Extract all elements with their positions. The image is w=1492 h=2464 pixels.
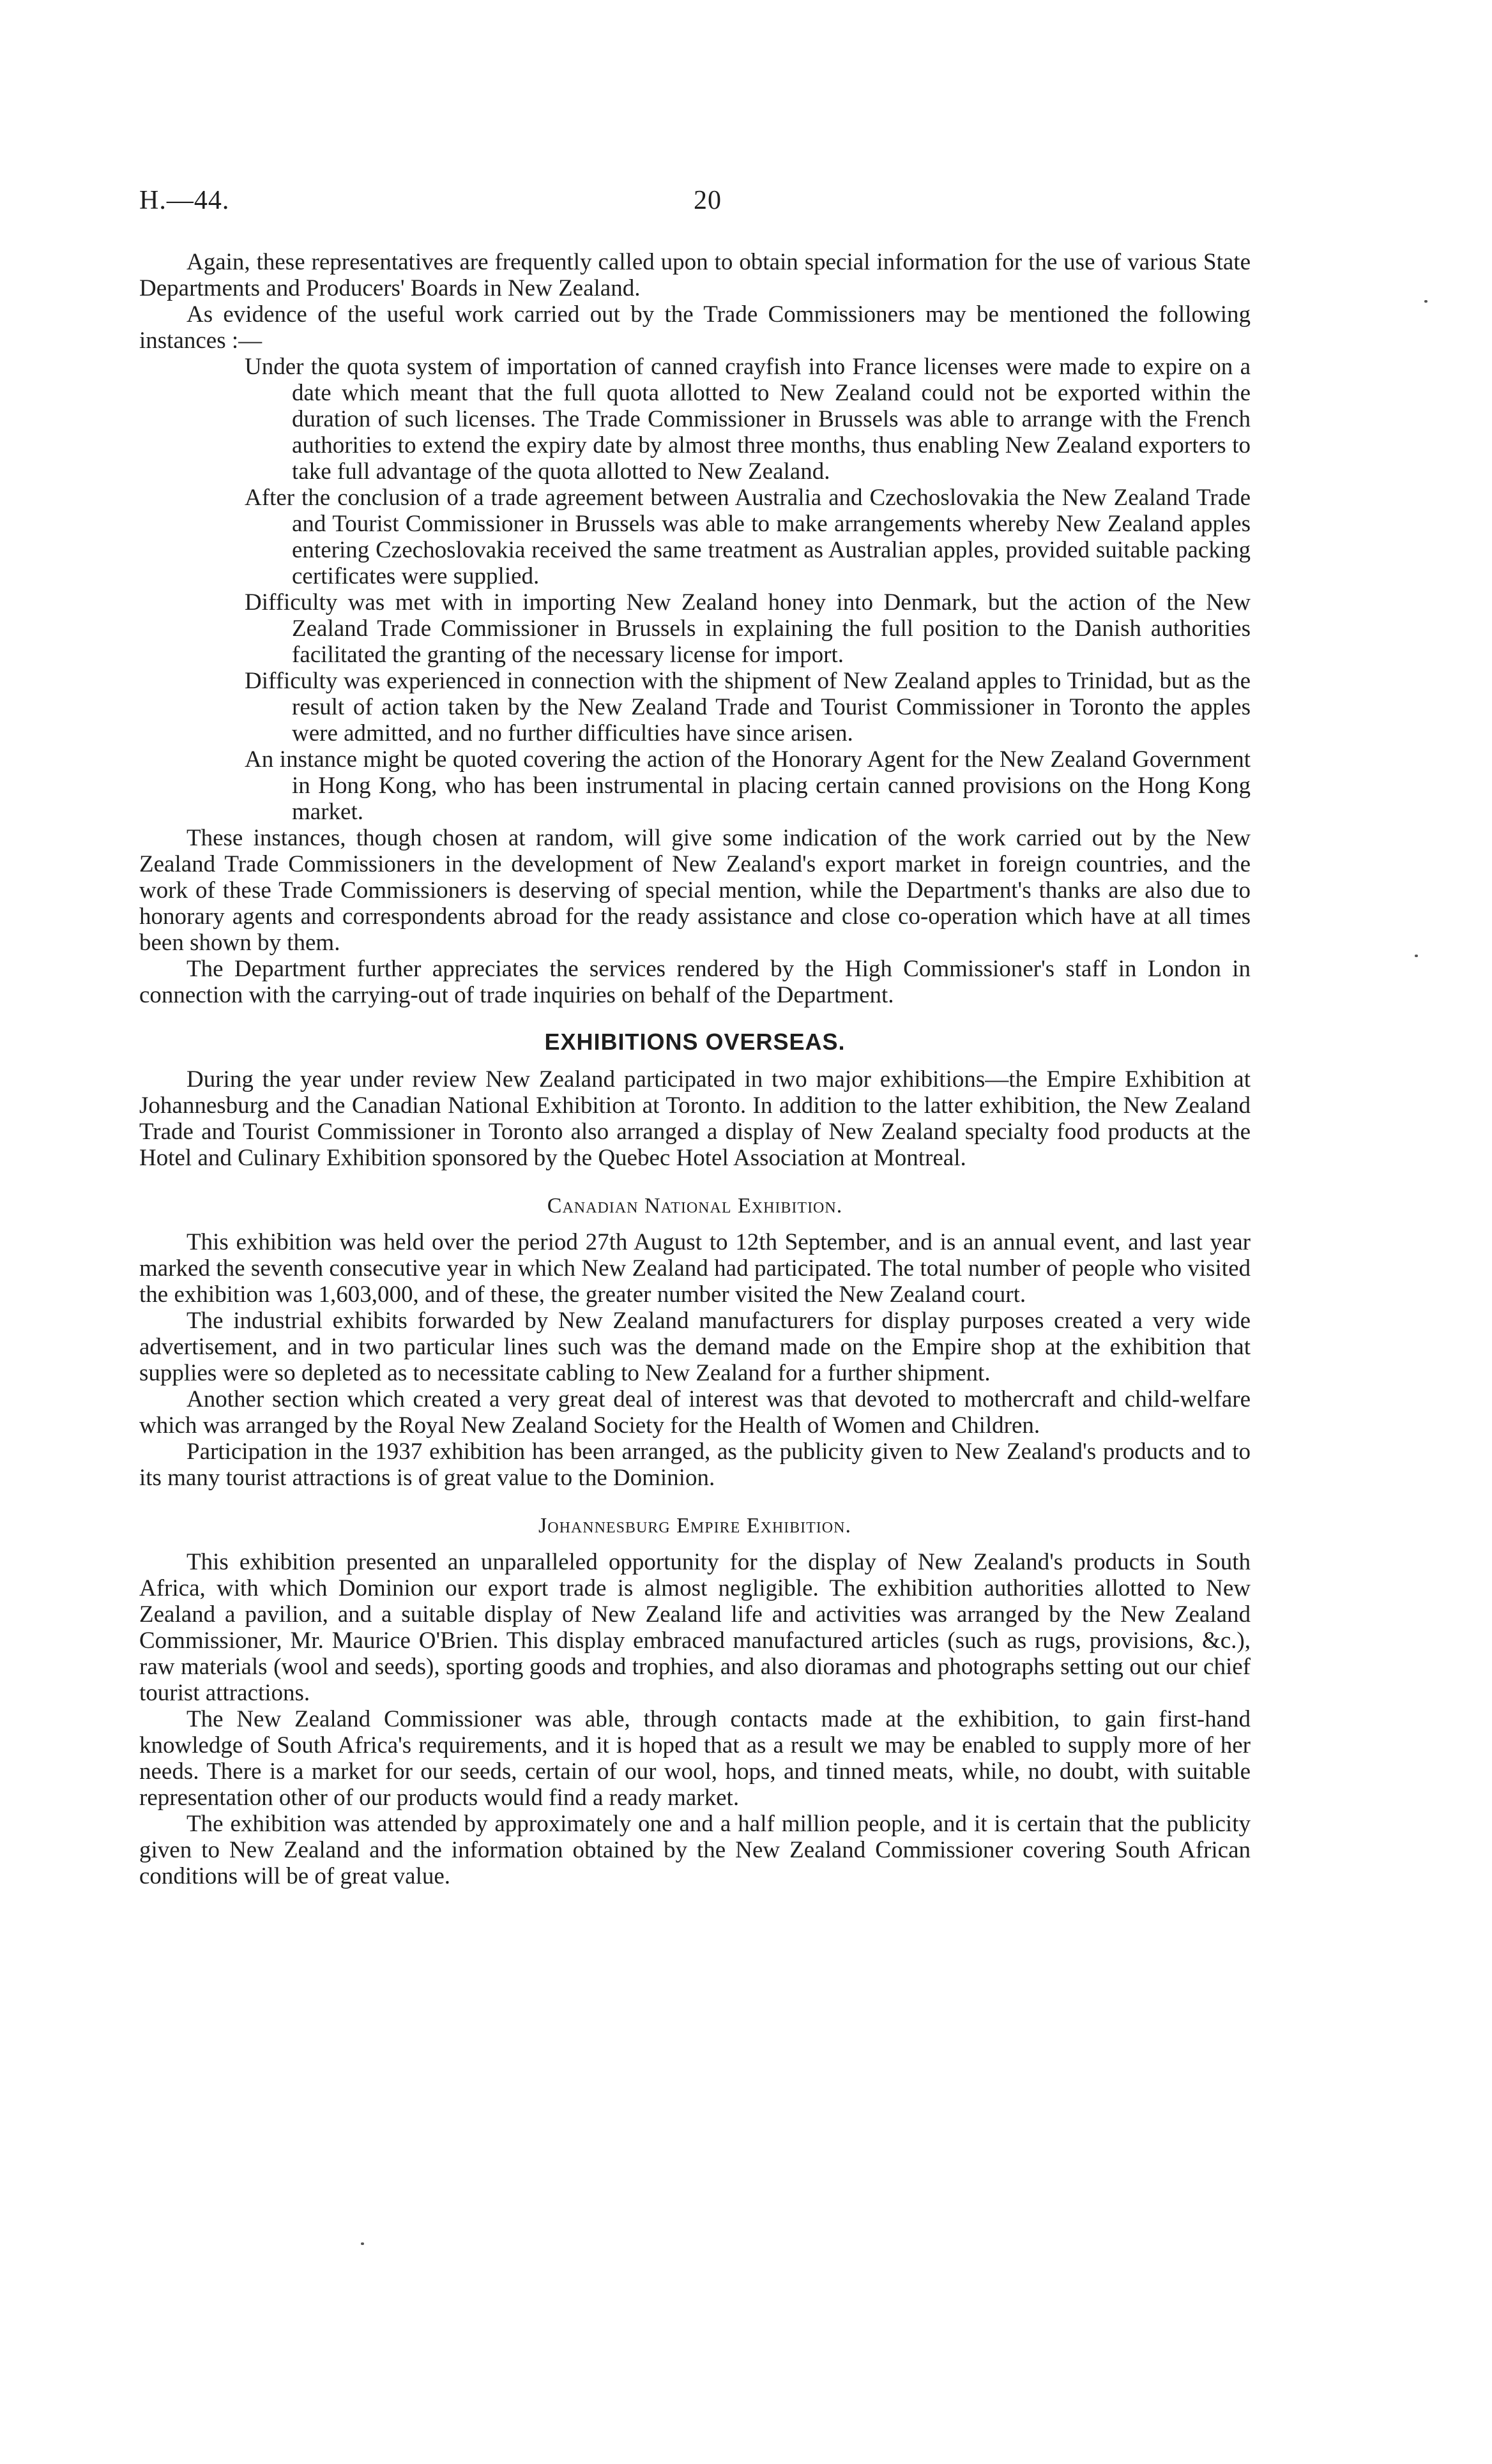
exhibitions-intro: During the year under review New Zealand participated in two major exhibitions—the Empire Exhibition at Johannesburg and the Canadian National Exhibition at Toronto. In addition to the latter exhibition, the New Zealand Trade and Tourist Commissioner in Toronto also arranged a display of New Zealand specialty food products at the Hotel and Culinary Exhibition sponsored by the Quebec Hotel Association at Montreal.	[139, 1066, 1251, 1171]
johannesburg-paragraph-2: The New Zealand Commissioner was able, through contacts made at the exhibition, to gain first-hand knowledge of South Africa's requirements, and it is hoped that as a result we may be enabled to supply more of her needs. There is a market for our seeds, certain of our wool, hops, and tinned meats, while, no doubt, with suitable representation other of our products would find a ready market.	[139, 1706, 1251, 1811]
scan-speck	[1424, 300, 1427, 303]
instance-trinidad: Difficulty was experienced in connection with the shipment of New Zealand apples to Trinidad, but as the result of action taken by the New Zealand Trade and Tourist Commissioner in Toronto the apples were admitted, and no further difficulties have since arisen.	[245, 668, 1251, 746]
section-heading-exhibitions: EXHIBITIONS OVERSEAS.	[544, 1029, 846, 1055]
canadian-paragraph-1: This exhibition was held over the period 27th August to 12th September, and is an annual event, and last year marked the seventh consecutive year in which New Zealand had participated. The total number of people who visited the exhibition was 1,603,000, and of these, the greater number visited the New Zealand court.	[139, 1229, 1251, 1308]
intro-paragraph-2: As evidence of the useful work carried out by the Trade Commissioners may be mentioned the following instances :—	[139, 301, 1251, 354]
subheading-canadian: Canadian National Exhibition.	[547, 1194, 843, 1218]
instance-hong-kong: An instance might be quoted covering the action of the Honorary Agent for the New Zealand Government in Hong Kong, who has been instrumental in placing certain canned provisions on the Hong Kong market.	[245, 746, 1251, 825]
canadian-paragraph-2: The industrial exhibits forwarded by New Zealand manufacturers for display purposes created a very wide advertisement, and in two particular lines such was the demand made on the Empire shop at the exhibition that supplies were so depleted as to necessitate cabling to New Zealand for a further shipment.	[139, 1308, 1251, 1386]
johannesburg-paragraph-1: This exhibition presented an unparalleled opportunity for the display of New Zealand's products in South Africa, with which Dominion our export trade is almost negligible. The exhibition authorities allotted to New Zealand a pavilion, and a suitable display of New Zealand life and activities was arranged by the New Zealand Commissioner, Mr. Maurice O'Brien. This display embraced manufactured articles (such as rugs, provisions, &c.), raw materials (wool and seeds), sporting goods and trophies, and also dioramas and photographs setting out our chief tourist attractions.	[139, 1549, 1251, 1706]
page-number: 20	[694, 186, 722, 215]
closing-paragraph-2: The Department further appreciates the services rendered by the High Commissioner's staff in London in connection with the carrying-out of trade inquiries on behalf of the Department.	[139, 956, 1251, 1008]
instance-denmark: Difficulty was met with in importing New Zealand honey into Denmark, but the action of the New Zealand Trade Commissioner in Brussels in explaining the full position to the Danish authorities facilitated the granting of the necessary license for import.	[245, 589, 1251, 668]
instance-czechoslovakia: After the conclusion of a trade agreement between Australia and Czechoslovakia the New Zealand Trade and Tourist Commissioner in Brussels was able to make arrangements whereby New Zealand apples entering Czechoslovakia received the same treatment as Australian apples, provided suitable packing certificates were supplied.	[245, 485, 1251, 589]
instance-crayfish: Under the quota system of importation of canned crayfish into France licenses were made to expire on a date which meant that the full quota allotted to New Zealand could not be exported within the duration of such licenses. The Trade Commissioner in Brussels was able to arrange with the French authorities to extend the expiry date by almost three months, thus enabling New Zealand exporters to take full advantage of the quota allotted to New Zealand.	[245, 354, 1251, 485]
intro-paragraph-1: Again, these representatives are frequently called upon to obtain special information for the use of various State Departments and Producers' Boards in New Zealand.	[139, 249, 1251, 301]
subheading-johannesburg: Johannesburg Empire Exhibition.	[538, 1514, 851, 1538]
page-body	[139, 249, 1251, 1889]
closing-paragraph-1: These instances, though chosen at random, will give some indication of the work carried out by the New Zealand Trade Commissioners in the development of New Zealand's export market in foreign countries, and the work of these Trade Commissioners is deserving of special mention, while the Department's thanks are also due to honorary agents and correspondents abroad for the ready assistance and close co-operation which have at all times been shown by them.	[139, 825, 1251, 956]
scan-speck	[361, 2242, 364, 2245]
canadian-paragraph-4: Participation in the 1937 exhibition has been arranged, as the publicity given to New Zealand's products and to its many tourist attractions is of great value to the Dominion.	[139, 1439, 1251, 1491]
johannesburg-paragraph-3: The exhibition was attended by approximately one and a half million people, and it is certain that the publicity given to New Zealand and the information obtained by the New Zealand Commissioner covering South African conditions will be of great value.	[139, 1811, 1251, 1889]
scan-speck	[1415, 955, 1418, 957]
canadian-paragraph-3: Another section which created a very great deal of interest was that devoted to mothercraft and child-welfare which was arranged by the Royal New Zealand Society for the Health of Women and Children.	[139, 1386, 1251, 1439]
document-reference: H.—44.	[139, 186, 230, 215]
